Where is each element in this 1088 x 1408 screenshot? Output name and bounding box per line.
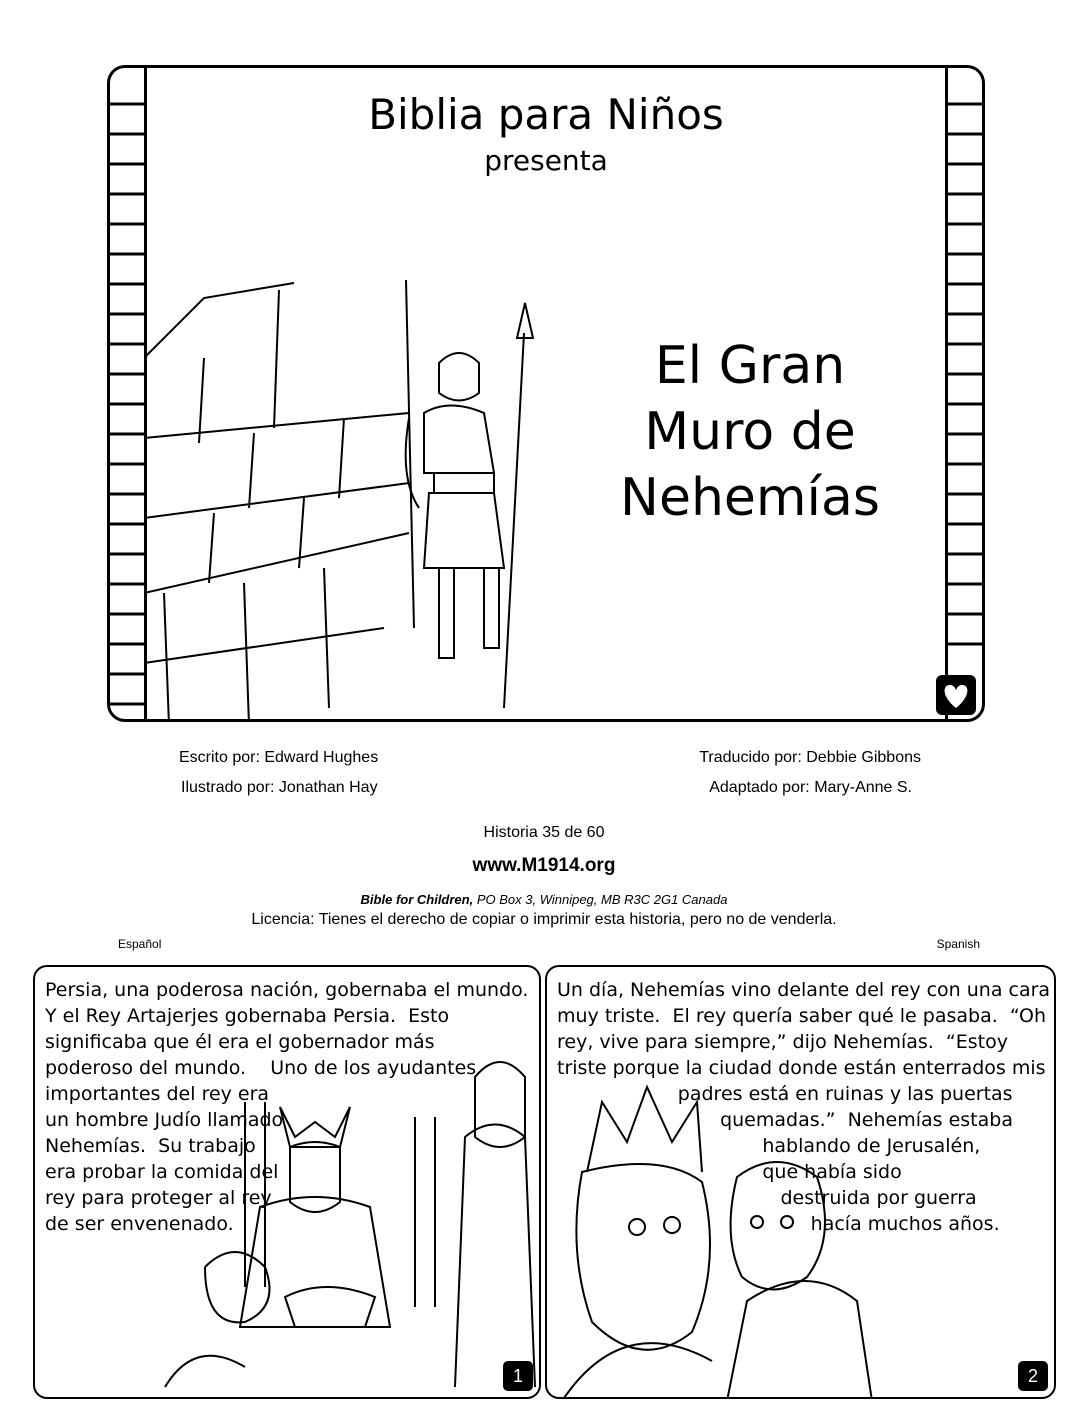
adapted-by: Adaptado por: Mary-Anne S. (709, 779, 912, 796)
panel-2-number: 2 (1018, 1361, 1048, 1391)
panel-1-number: 1 (503, 1361, 533, 1391)
wall-guard-illustration (144, 268, 564, 722)
website-link[interactable]: www.M1914.org (472, 855, 616, 876)
address-org: Bible for Children, (360, 892, 474, 907)
address-rest: PO Box 3, Winnipeg, MB R3C 2G1 Canada (473, 892, 728, 907)
story-number: Historia 35 de 60 (483, 824, 605, 841)
language-right: Spanish (936, 937, 980, 951)
written-by: Escrito por: Edward Hughes (179, 749, 379, 766)
language-left: Español (118, 937, 162, 951)
mailing-address (0, 892, 1088, 907)
series-subtitle: presenta (484, 144, 608, 177)
story-title-line-1: El Gran (654, 336, 846, 396)
license-text: Licencia: Tienes el derecho de copiar o imprimir esta historia, pero no de venderla. (251, 911, 837, 928)
panel-1-text: Persia, una poderosa nación, gobernaba el mundo. Y el Rey Artajerjes gobernaba Persia. Esto significaba que él era el gobernador más poderoso del mundo. Uno de los ayudantes importantes del rey era un hombre Judío llamado Nehemías. Su trabajo era probar la comida del rey para proteger al rey de ser envenenado. (45, 979, 529, 1235)
story-panel-1 (33, 965, 541, 1399)
translated-by: Traducido por: Debbie Gibbons (699, 749, 921, 766)
illustrated-by: Ilustrado por: Jonathan Hay (181, 779, 378, 796)
story-title (590, 333, 910, 531)
cover-panel (107, 65, 985, 722)
panel-2-text: Un día, Nehemías vino delante del rey con una cara muy triste. El rey quería saber qué le pasaba. “Oh rey, vive para siempre,” dijo Nehemías. “Estoy triste porque la ciudad donde están enterrados mis padres está en ruinas y las puertas quemadas.” Nehemías estaba hablando de Jerusalén, que había sido destruida por guerra hacía muchos años. (557, 979, 1051, 1235)
series-title: Biblia para Niños (368, 90, 724, 139)
story-title-line-3: Nehemías (620, 468, 880, 528)
story-title-line-2: Muro de (644, 402, 856, 462)
heart-logo-icon (936, 675, 976, 715)
story-panel-2 (545, 965, 1056, 1399)
